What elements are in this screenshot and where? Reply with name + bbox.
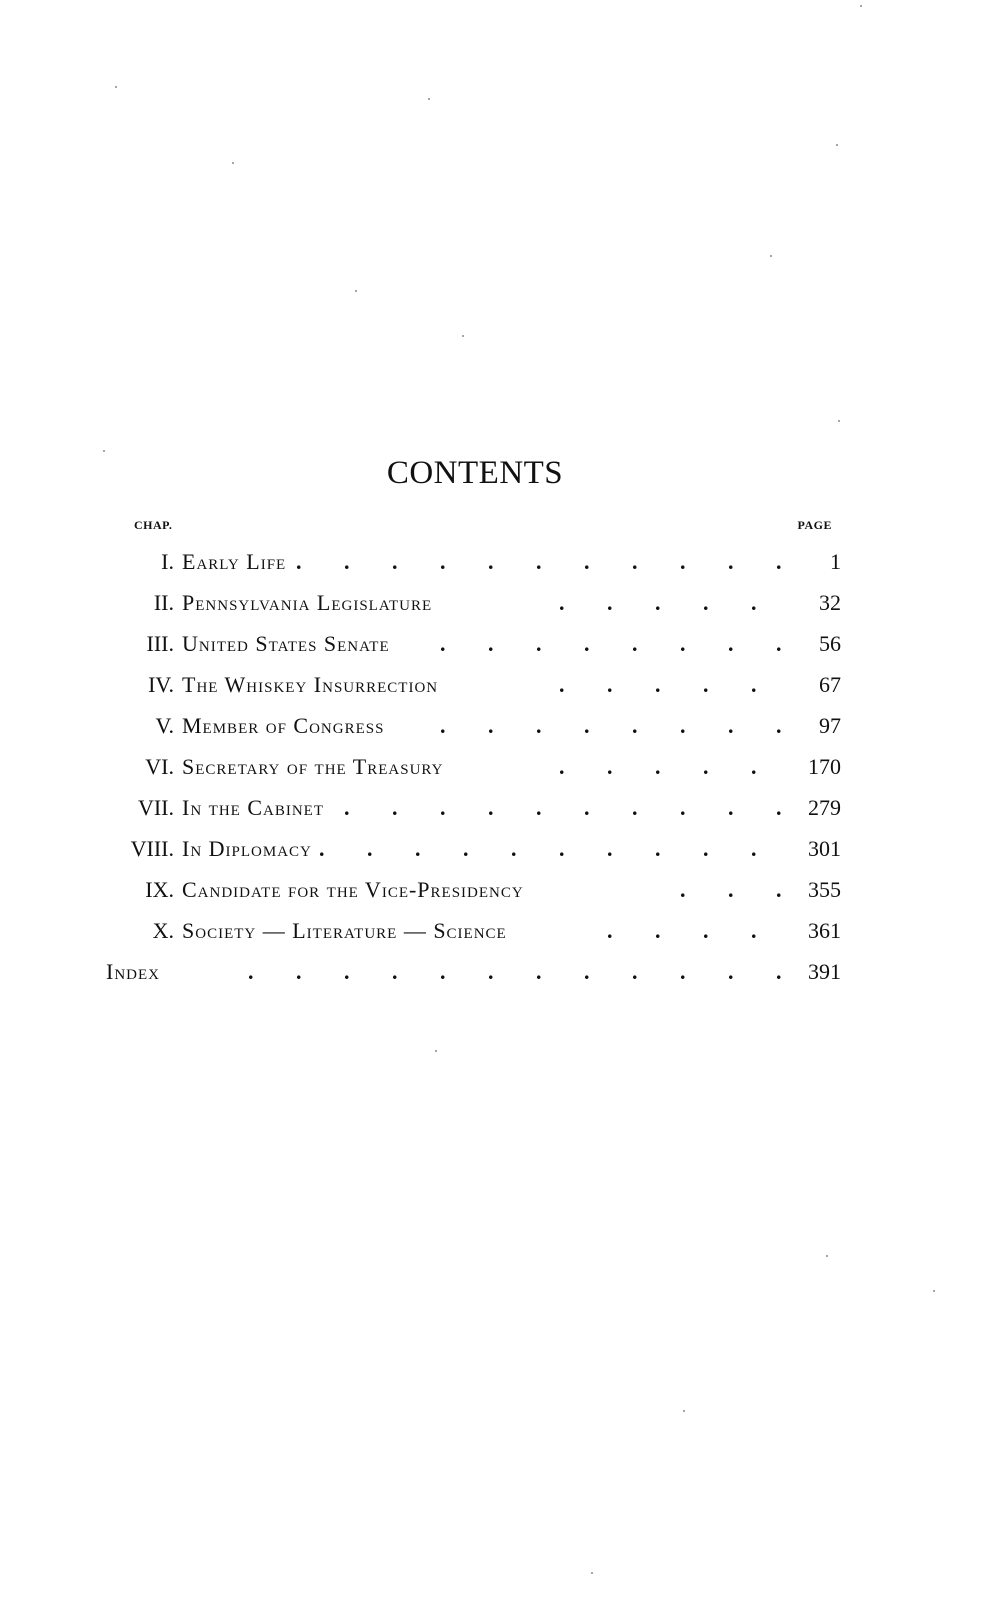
page-number: 279 [808,795,841,820]
chapter-column-header: CHAP. [134,518,173,532]
dot-leader: . . . . . . . . . . . . [248,959,800,984]
page-number: 56 [819,631,841,656]
dot-leader: . . . . . [559,590,775,615]
page-number: 301 [808,836,841,861]
dot-leader: . . . . . . . . . . [319,836,775,861]
chapter-title: United States Senate [182,631,390,656]
toc-entry [0,710,1000,742]
page-number: 67 [819,672,841,697]
chapter-number: IV. [148,672,174,697]
page-number: 170 [808,754,841,779]
chapter-number: X. [152,918,174,943]
scan-speck [355,290,357,292]
page-number: 361 [808,918,841,943]
scan-speck [860,5,862,7]
chapter-title: Early Life [182,549,287,574]
chapter-number: II. [153,590,174,615]
scan-speck [435,1050,437,1052]
chapter-number: VIII. [130,836,174,861]
toc-entry [0,874,1000,906]
scan-speck [770,255,772,257]
scan-speck [103,450,105,452]
page-column-header: PAGE [797,518,832,532]
toc-entry [0,628,1000,660]
chapter-number: V. [155,713,174,738]
dot-leader: . . . . . . . . [440,631,800,656]
scan-speck [933,1290,935,1292]
page-number: 32 [819,590,841,615]
page-number: 355 [808,877,841,902]
toc-entry [0,546,1000,578]
dot-leader: . . . . . [559,754,775,779]
dot-leader: . . . . . . . . . . . [296,549,800,574]
scan-speck [428,98,430,100]
chapter-number: III. [146,631,174,656]
chapter-title: Pennsylvania Legislature [182,590,433,615]
dot-leader: . . . [680,877,800,902]
page-number: 97 [819,713,841,738]
toc-entry-index [0,956,1000,988]
page-number: 391 [808,959,841,984]
chapter-number: VI. [145,754,174,779]
scan-speck [462,335,464,337]
dot-leader: . . . . . . . . . . [344,795,800,820]
chapter-title: Member of Congress [182,713,385,738]
scan-speck [836,144,838,146]
chapter-title: Candidate for the Vice-Presidency [182,877,524,902]
dot-leader: . . . . [607,918,775,943]
toc-entry [0,833,1000,865]
scan-speck [591,1572,593,1574]
index-title: Index [106,959,160,984]
dot-leader: . . . . . [559,672,775,697]
dot-leader: . . . . . . . . [440,713,800,738]
toc-entry [0,669,1000,701]
chapter-title: The Whiskey Insurrection [182,672,439,697]
chapter-title: In Diplomacy [182,836,312,861]
toc-entry [0,792,1000,824]
page-title: CONTENTS [386,455,564,491]
toc-entry [0,915,1000,947]
page-number: 1 [830,549,841,574]
chapter-number: VII. [137,795,174,820]
chapter-title: Society — Literature — Science [182,918,507,943]
chapter-number: I. [161,549,174,574]
scan-speck [838,420,840,422]
scan-speck [115,86,117,88]
chapter-number: IX. [145,877,174,902]
scan-speck [232,162,234,164]
toc-entry [0,587,1000,619]
chapter-title: Secretary of the Treasury [182,754,444,779]
chapter-title: In the Cabinet [182,795,324,820]
scan-speck [683,1410,685,1412]
scan-speck [826,1255,828,1257]
toc-entry [0,751,1000,783]
